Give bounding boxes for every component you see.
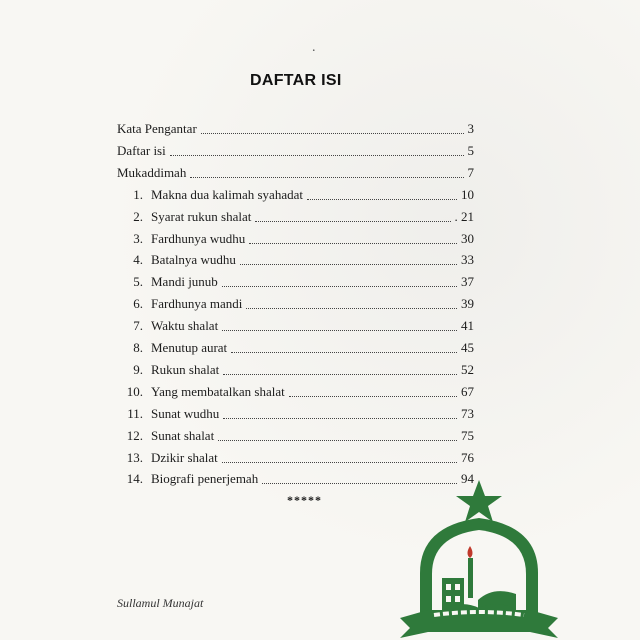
- toc-leader-dots: [201, 132, 464, 134]
- toc-leader-dots: [231, 351, 457, 353]
- toc-page-number: 5: [467, 143, 474, 158]
- toc-label: Fardhunya mandi: [151, 296, 243, 311]
- toc-page-number: 37: [461, 274, 474, 289]
- toc-label: Dzikir shalat: [151, 450, 218, 465]
- toc-label: Sunat wudhu: [151, 406, 220, 421]
- toc-row: [117, 121, 474, 137]
- toc-row: [117, 165, 474, 181]
- toc-page-number: 3: [467, 121, 474, 136]
- toc-row: [117, 187, 474, 203]
- toc-number: 9.: [133, 362, 143, 377]
- toc-row: [117, 143, 474, 159]
- toc-label: Sunat shalat: [151, 428, 215, 443]
- toc-number: 10.: [126, 384, 143, 399]
- toc-label: Syarat rukun shalat: [151, 209, 252, 224]
- toc-label: Yang membatalkan shalat: [151, 384, 285, 399]
- toc-number: 5.: [133, 274, 143, 289]
- toc-label: Fardhunya wudhu: [151, 231, 246, 246]
- toc-page-number: 94: [461, 471, 474, 486]
- emblem-ribbon: [400, 610, 558, 638]
- toc-number: 1.: [133, 187, 143, 202]
- toc-leader-dots: [223, 373, 457, 375]
- toc-page-number: 30: [461, 231, 474, 246]
- toc-number: 12.: [126, 428, 143, 443]
- toc-row: [117, 450, 474, 466]
- footer-book-title: Sullamul Munajat: [117, 596, 204, 610]
- top-mark: .: [312, 40, 316, 55]
- separator-stars: *****: [287, 493, 322, 507]
- toc-leader-dots: [246, 307, 457, 309]
- toc-row: [117, 231, 474, 247]
- toc-leader-dots: [255, 220, 450, 222]
- toc-label: Kata Pengantar: [117, 121, 197, 136]
- toc-label: Mukaddimah: [117, 165, 187, 180]
- toc-page-number: 39: [461, 296, 474, 311]
- toc-row: [117, 252, 474, 268]
- page-title: DAFTAR ISI: [250, 72, 342, 89]
- emblem-candle: [468, 558, 473, 598]
- toc-label: Rukun shalat: [151, 362, 220, 377]
- toc-number: 13.: [126, 450, 143, 465]
- toc-leader-dots: [240, 263, 457, 265]
- toc-page-number: 75: [461, 428, 474, 443]
- toc-page-number: 76: [461, 450, 474, 465]
- toc-leader-dots: [222, 285, 457, 287]
- toc-number: 8.: [133, 340, 143, 355]
- toc-row: [117, 428, 474, 444]
- toc-page-number: 10: [461, 187, 474, 202]
- toc-leader-dots: [170, 154, 464, 156]
- toc-leader-dots: [223, 417, 457, 419]
- toc-leader-dots: [222, 461, 457, 463]
- toc-page-number: 45: [461, 340, 474, 355]
- toc-leader-dots: [307, 198, 457, 200]
- toc-page-number: 33: [461, 252, 474, 267]
- toc-page-number: . 21: [454, 209, 474, 224]
- toc-row: [117, 296, 474, 312]
- toc-label: Waktu shalat: [151, 318, 219, 333]
- toc-leader-dots: [249, 242, 457, 244]
- toc-row: [117, 318, 474, 334]
- star-emblem-icon: [398, 478, 560, 640]
- toc-number: 7.: [133, 318, 143, 333]
- toc-label: Biografi penerjemah: [151, 471, 259, 486]
- star-shape: [456, 480, 502, 522]
- toc-leader-dots: [190, 176, 463, 178]
- toc-row: [117, 362, 474, 378]
- toc-page-number: 41: [461, 318, 474, 333]
- toc-row: [117, 209, 474, 225]
- toc-page-number: 73: [461, 406, 474, 421]
- toc-page-number: 52: [461, 362, 474, 377]
- toc-row: [117, 340, 474, 356]
- toc-number: 4.: [133, 252, 143, 267]
- toc-label: Makna dua kalimah syahadat: [151, 187, 303, 202]
- toc-leader-dots: [289, 395, 457, 397]
- toc-row: [117, 406, 474, 422]
- toc-label: Daftar isi: [117, 143, 166, 158]
- toc-number: 14.: [126, 471, 143, 486]
- toc-label: Menutup aurat: [151, 340, 228, 355]
- toc-row: [117, 274, 474, 290]
- toc-number: 6.: [133, 296, 143, 311]
- toc-row: [117, 384, 474, 400]
- toc-leader-dots: [218, 439, 457, 441]
- toc-number: 3.: [133, 231, 143, 246]
- toc-page-number: 67: [461, 384, 474, 399]
- toc-number: 2.: [133, 209, 143, 224]
- toc-leader-dots: [222, 329, 457, 331]
- toc-label: Batalnya wudhu: [151, 252, 236, 267]
- toc-label: Mandi junub: [151, 274, 218, 289]
- toc-number: 11.: [127, 406, 143, 421]
- toc-page-number: 7: [467, 165, 474, 180]
